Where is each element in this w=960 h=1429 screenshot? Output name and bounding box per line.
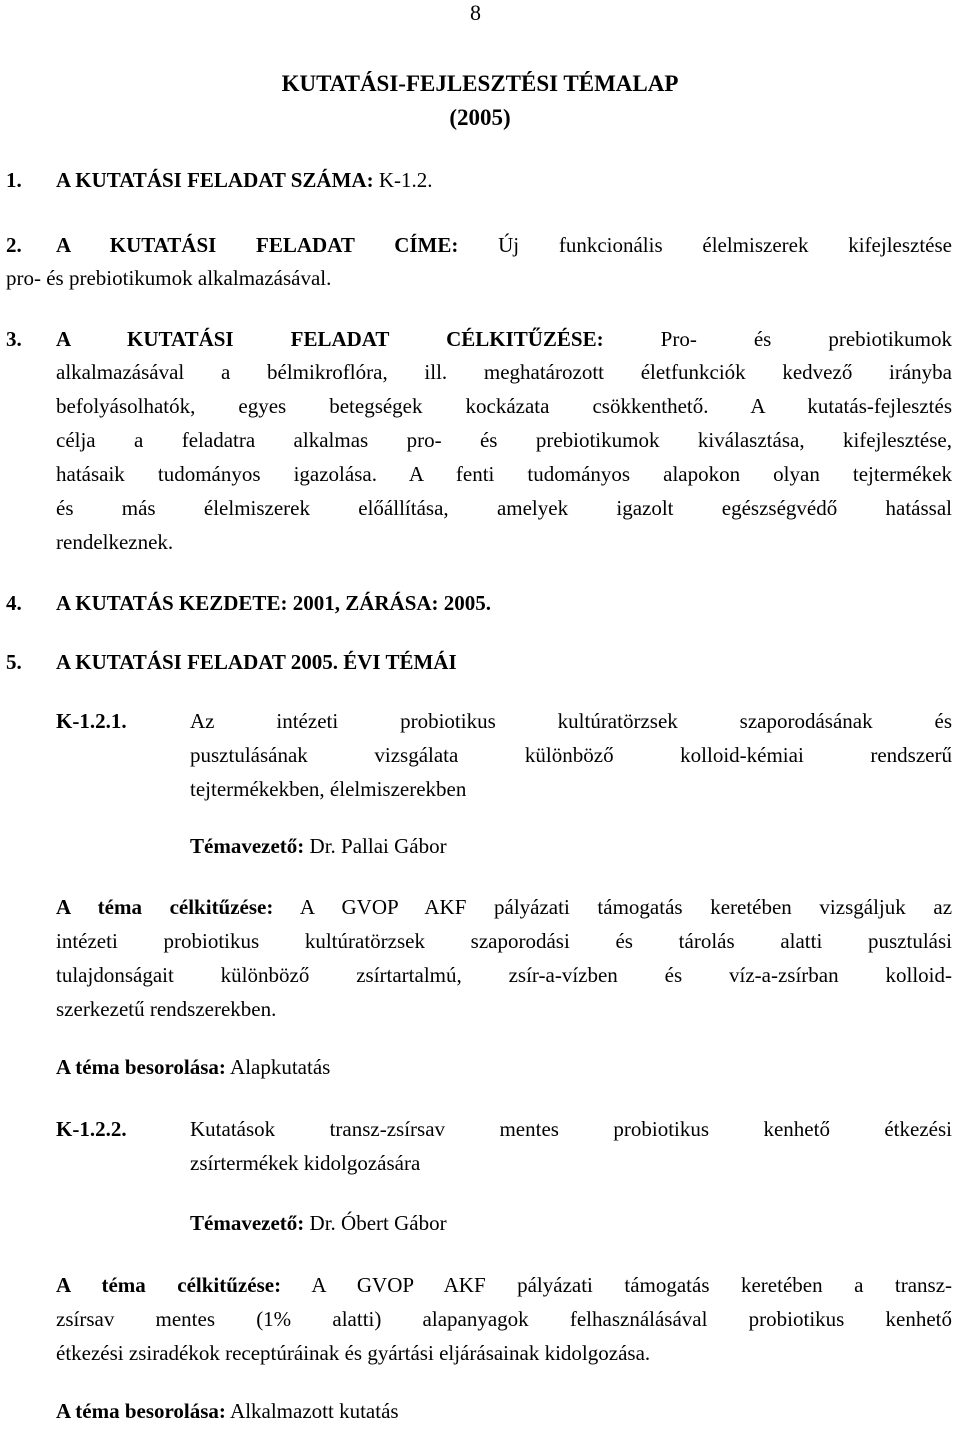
objective-line-3: befolyásolhatók, egyes betegségek kockázata csökkenthető. A kutatás-fejlesztés <box>56 394 952 418</box>
objective-line-4: célja a feladatra alkalmas pro- és prebiotikumok kiválasztása, kifejlesztése, <box>56 428 952 452</box>
goal-line-3: tulajdonságait különböző zsírtartalmú, zsír-a-vízben és víz-a-zsírban kolloid- <box>56 963 952 987</box>
section-2-line-1 <box>56 229 952 263</box>
task-title-line-2: pusztulásának vizsgálata különböző kolloid-kémiai rendszerű <box>190 743 952 767</box>
task-title-value: Új funkcionális élelmiszerek kifejlesztése <box>498 233 952 257</box>
task-title-line-3: tejtermékekben, élelmiszerekben <box>190 777 467 801</box>
section-label: A KUTATÁS KEZDETE: 2001, ZÁRÁSA: 2005. <box>56 591 492 615</box>
task-title-line-1: Kutatások transz-zsírsav mentes probiotikus kenhető étkezési <box>190 1117 952 1141</box>
goal-label: A téma célkitűzése: <box>56 895 274 919</box>
classification-value: Alapkutatás <box>230 1055 331 1079</box>
leader-label: Témavezető: <box>190 1211 305 1235</box>
goal-line-1 <box>56 1269 952 1303</box>
classification-label: A téma besorolása: <box>56 1055 226 1079</box>
task-classification <box>56 1051 330 1085</box>
task-title-line-2: zsírtermékek kidolgozására <box>190 1151 421 1175</box>
section-number: 2. <box>6 233 22 257</box>
page-title-year: (2005) <box>449 105 511 130</box>
section-number: 1. <box>6 168 22 192</box>
goal-line-2: zsírsav mentes (1% alatti) alapanyagok felhasználásával probiotikus kenhető <box>56 1307 952 1331</box>
task-code: K-1.2.1. <box>56 709 127 733</box>
objective-line-5: hatásaik tudományos igazolása. A fenti tudományos alapokon olyan tejtermékek <box>56 462 952 486</box>
task-title-line-1: Az intézeti probiotikus kultúratörzsek szaporodásának és <box>190 709 952 733</box>
goal-text: A GVOP AKF pályázati támogatás keretében a transz- <box>311 1273 953 1297</box>
classification-label: A téma besorolása: <box>56 1399 226 1423</box>
section-label: A KUTATÁSI FELADAT CÉLKITŰZÉSE: <box>56 327 604 351</box>
section-3-line-1 <box>56 323 952 357</box>
section-number: 4. <box>6 591 22 615</box>
objective-text: Pro- és prebiotikumok <box>660 327 953 351</box>
leader-name: Dr. Pallai Gábor <box>309 834 447 858</box>
classification-value: Alkalmazott kutatás <box>230 1399 399 1423</box>
task-number-value: K-1.2. <box>378 168 433 192</box>
objective-line-7: rendelkeznek. <box>56 530 174 554</box>
goal-label: A téma célkitűzése: <box>56 1273 282 1297</box>
task-title-continued: pro- és prebiotikumok alkalmazásával. <box>6 266 332 290</box>
page-number: 8 <box>470 0 481 25</box>
task-leader <box>190 1207 447 1241</box>
section-label: A KUTATÁSI FELADAT CÍME: <box>56 233 459 257</box>
section-number: 5. <box>6 650 22 674</box>
goal-line-3: étkezési zsiradékok receptúráinak és gyártási eljárásainak kidolgozása. <box>56 1341 651 1365</box>
leader-label: Témavezető: <box>190 834 305 858</box>
task-leader <box>190 830 447 864</box>
goal-line-2: intézeti probiotikus kultúratörzsek szaporodási és tárolás alatti pusztulási <box>56 929 952 953</box>
objective-line-6: és más élelmiszerek előállítása, amelyek igazolt egészségvédő hatással <box>56 496 952 520</box>
task-code: K-1.2.2. <box>56 1117 127 1141</box>
section-number: 3. <box>6 327 22 351</box>
section-label: A KUTATÁSI FELADAT 2005. ÉVI TÉMÁI <box>56 650 457 674</box>
leader-name: Dr. Óbert Gábor <box>309 1211 447 1235</box>
goal-line-4: szerkezetű rendszerekben. <box>56 997 277 1021</box>
goal-text: A GVOP AKF pályázati támogatás keretében vizsgáljuk az <box>299 895 953 919</box>
section-label: A KUTATÁSI FELADAT SZÁMA: <box>56 168 374 192</box>
goal-line-1 <box>56 891 952 925</box>
objective-line-2: alkalmazásával a bélmikroflóra, ill. meghatározott életfunkciók kedvező irányba <box>56 360 952 384</box>
section-1-line <box>56 164 433 198</box>
page-title: KUTATÁSI-FEJLESZTÉSI TÉMALAP <box>281 71 679 96</box>
task-classification <box>56 1395 399 1429</box>
